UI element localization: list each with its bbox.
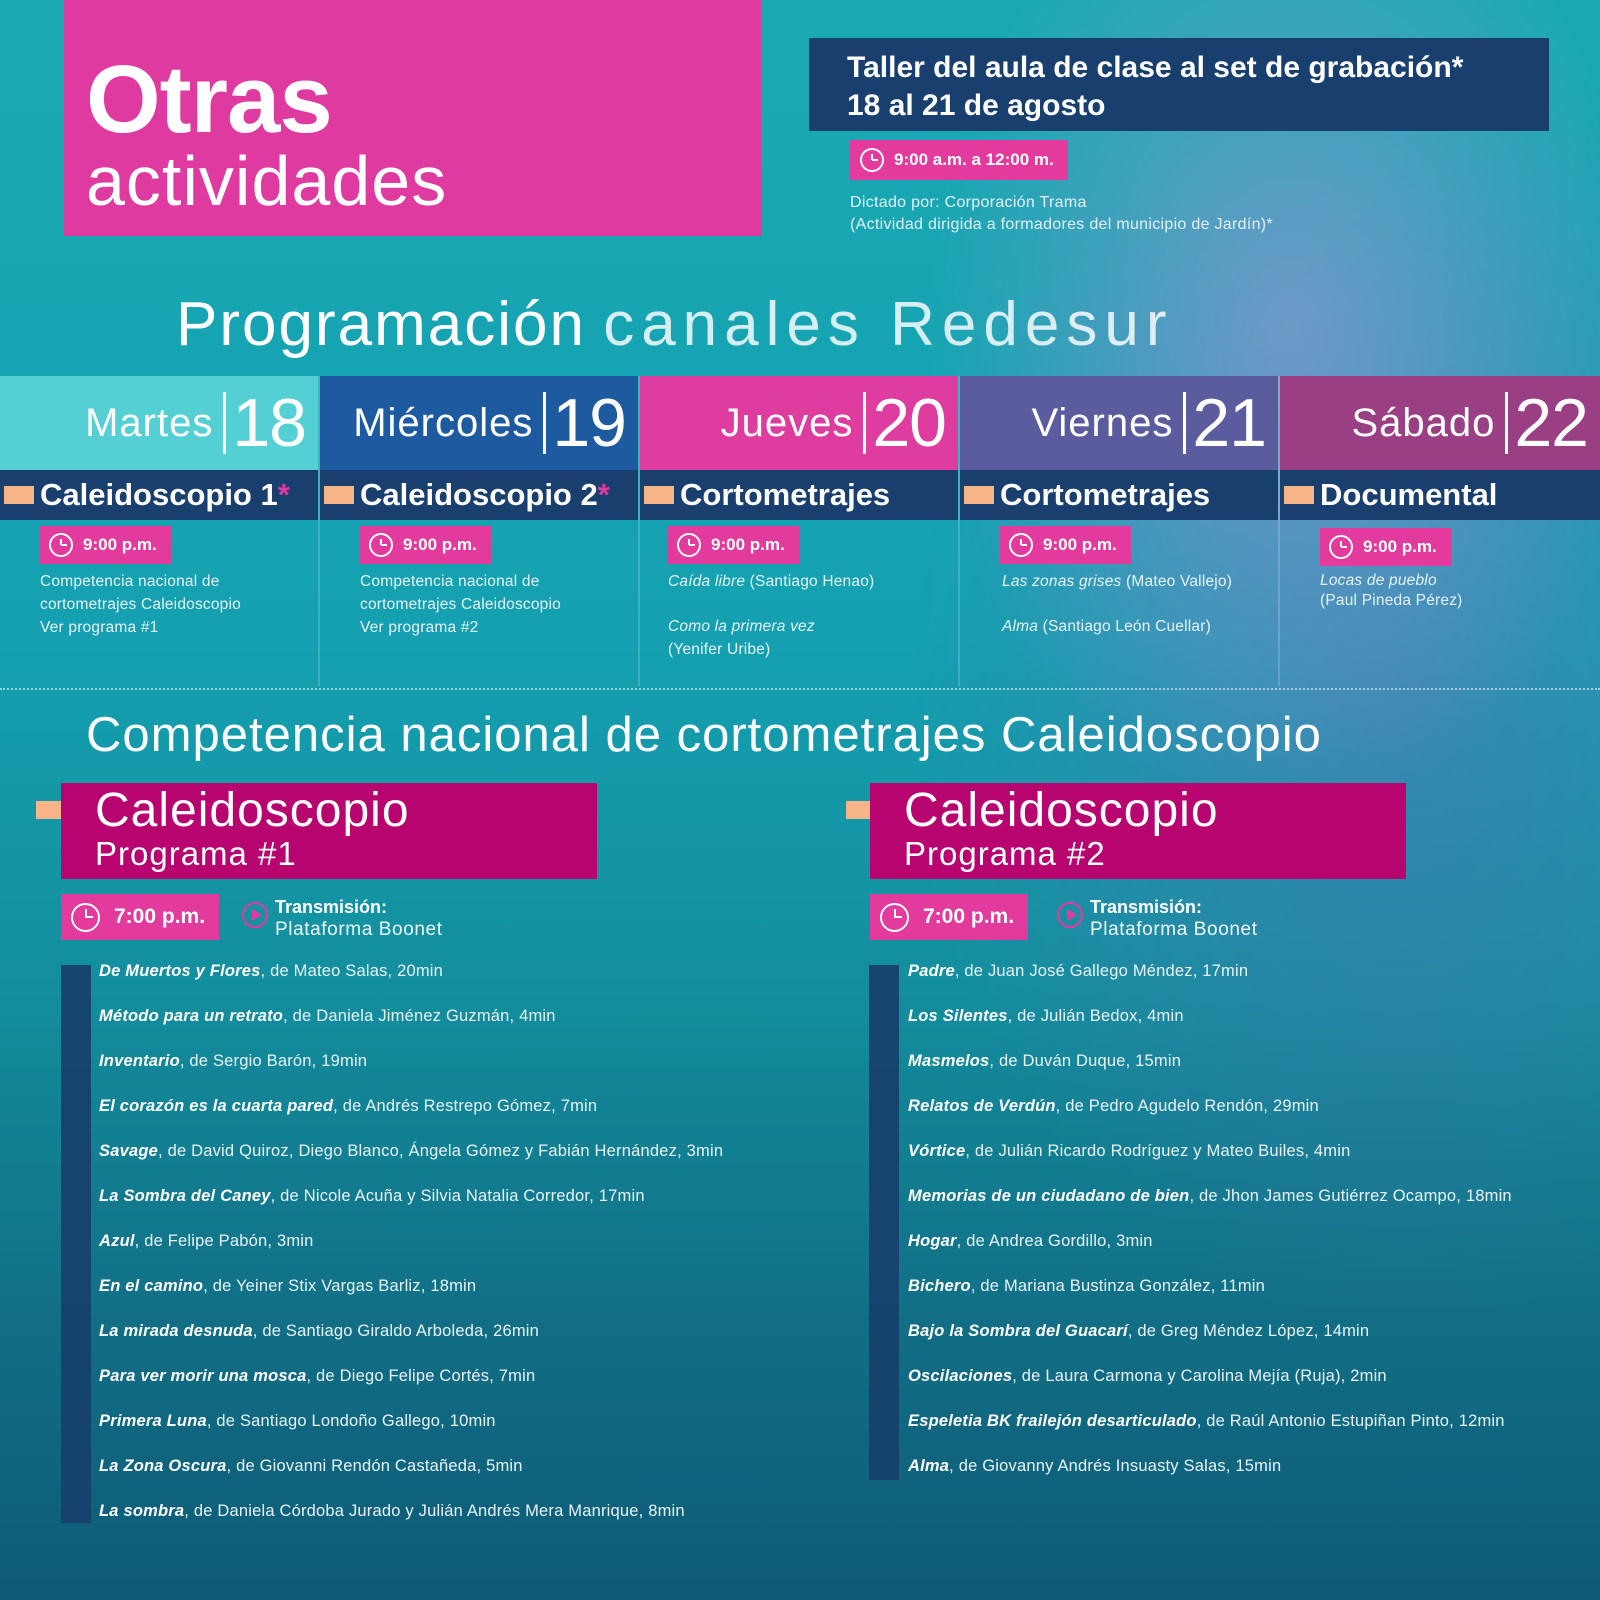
list-item (908, 1320, 1512, 1365)
day-description (360, 570, 630, 639)
day-time: 9:00 p.m. (1043, 535, 1117, 554)
play-icon (242, 902, 268, 928)
film-entry (1002, 570, 1272, 593)
day-divider (543, 392, 546, 454)
workshop-dates: 18 al 21 de agosto (847, 89, 1106, 122)
program-subtitle: Programa #1 (95, 835, 297, 872)
day-description (40, 570, 310, 639)
list-item (99, 1140, 723, 1185)
day-name: Miércoles (353, 401, 534, 445)
program-title: Caleidoscopio (95, 784, 410, 837)
day-time: 9:00 p.m. (83, 535, 157, 554)
competencia-heading: Competencia nacional de cortometrajes Caleidoscopio (86, 708, 1322, 762)
program-2-film-list (908, 960, 1512, 1500)
day-divider (863, 392, 866, 454)
film-entry (1002, 615, 1272, 638)
film-title: La Zona Oscura (99, 1457, 227, 1475)
program-1-time-badge (61, 894, 219, 940)
day-category-label: Caleidoscopio 1 (40, 477, 278, 512)
program-2-title-box (870, 783, 1406, 879)
film-title: Como la primera vez (668, 618, 815, 635)
day-category (360, 478, 610, 512)
list-item (908, 960, 1512, 1005)
workshop-info (850, 192, 1550, 236)
film-title: La sombra (99, 1502, 185, 1520)
list-item (908, 1050, 1512, 1095)
film-credit: , de Greg Méndez López, 14min (1127, 1322, 1370, 1340)
day-line: Competencia nacional de (360, 573, 540, 590)
clock-icon (1009, 533, 1033, 557)
film-credit: , de Giovanny Andrés Insuasty Salas, 15min (949, 1457, 1282, 1475)
film-title: Bichero (908, 1277, 971, 1295)
film-credit: , de Sergio Barón, 19min (179, 1052, 368, 1070)
film-entry (668, 570, 938, 593)
clock-icon (369, 533, 393, 557)
film-title: La Sombra del Caney (99, 1187, 271, 1205)
film-title: Hogar (908, 1232, 957, 1250)
film-credit: , de Juan José Gallego Méndez, 17min (954, 962, 1249, 980)
clock-icon (880, 903, 909, 932)
program-1-title-box (61, 783, 597, 879)
list-item (908, 1185, 1512, 1230)
day-category-bar (960, 470, 1278, 520)
workshop-title: Taller del aula de clase al set de grabación* (847, 51, 1464, 84)
day-time-badge (1320, 528, 1451, 566)
bullet-marker (4, 486, 34, 504)
day-column-sabado (1280, 376, 1600, 686)
film-credit: , de Jhon James Gutiérrez Ocampo, 18min (1189, 1187, 1512, 1205)
transmission-platform: Plataforma Boonet (275, 919, 443, 940)
day-time-badge (668, 526, 799, 564)
workshop-taught-by: Dictado por: Corporación Trama (850, 194, 1087, 211)
day-line: cortometrajes Caleidoscopio (40, 596, 241, 613)
list-item (908, 1095, 1512, 1140)
film-credit: , de David Quiroz, Diego Blanco, Ángela Gómez y Fabián Hernández, 3min (158, 1142, 724, 1160)
day-time: 9:00 p.m. (1363, 537, 1437, 556)
transmission-label: Transmisión: (275, 897, 388, 917)
asterisk: * (597, 477, 610, 512)
programacion-heading (176, 290, 1173, 360)
clock-icon (1329, 535, 1353, 559)
day-line: Ver programa #1 (40, 619, 159, 636)
list-item (99, 1365, 723, 1410)
list-item (99, 1455, 723, 1500)
list-item (908, 1005, 1512, 1050)
day-category-bar (0, 470, 318, 520)
bullet-marker (964, 486, 994, 504)
day-divider (1183, 392, 1186, 454)
list-item (99, 1005, 723, 1050)
list-item (908, 1455, 1512, 1500)
film-title: En el camino (99, 1277, 204, 1295)
clock-icon (49, 533, 73, 557)
program-time: 7:00 p.m. (114, 905, 206, 928)
film-credit: , de Mariana Bustinza González, 11min (970, 1277, 1266, 1295)
program-1-film-list (99, 960, 723, 1545)
program-time: 7:00 p.m. (923, 905, 1015, 928)
day-category-label: Cortometrajes (1000, 477, 1211, 512)
day-number: 19 (552, 385, 626, 461)
day-category (40, 478, 290, 512)
film-title: Relatos de Verdún (908, 1097, 1056, 1115)
clock-icon (677, 533, 701, 557)
list-item (908, 1140, 1512, 1185)
list-item (99, 1230, 723, 1275)
day-time-badge (360, 526, 491, 564)
list-item (99, 1185, 723, 1230)
program-2-time-badge (870, 894, 1028, 940)
list-item (908, 1365, 1512, 1410)
day-header (640, 376, 958, 470)
film-author: (Yenifer Uribe) (668, 641, 771, 658)
day-category (680, 478, 890, 512)
header-subtitle: actividades (86, 142, 448, 220)
list-item (908, 1410, 1512, 1455)
film-title: Alma (1002, 618, 1039, 635)
day-line: cortometrajes Caleidoscopio (360, 596, 561, 613)
day-name: Viernes (1031, 401, 1174, 445)
film-author: (Mateo Vallejo) (1121, 573, 1233, 590)
day-column-martes (0, 376, 320, 686)
film-title: De Muertos y Flores (99, 962, 261, 980)
day-category-label: Cortometrajes (680, 477, 891, 512)
day-category-bar (640, 470, 958, 520)
workshop-note: (Actividad dirigida a formadores del municipio de Jardín)* (850, 216, 1273, 233)
programacion-heading-rest: canales Redesur (603, 290, 1174, 359)
clock-icon (860, 148, 884, 172)
film-title: Primera Luna (99, 1412, 207, 1430)
film-title: Locas de pueblo (1320, 572, 1437, 589)
day-category-bar (320, 470, 638, 520)
day-category (1000, 478, 1210, 512)
film-credit: , de Andrés Restrepo Gómez, 7min (333, 1097, 598, 1115)
film-title: Alma (908, 1457, 950, 1475)
film-title: Espeletia BK frailejón desarticulado (908, 1412, 1197, 1430)
film-credit: , de Andrea Gordillo, 3min (956, 1232, 1153, 1250)
day-schedule (0, 376, 1600, 686)
film-credit: , de Raúl Antonio Estupiñan Pinto, 12min (1196, 1412, 1505, 1430)
program-title: Caleidoscopio (904, 784, 1219, 837)
film-credit: , de Laura Carmona y Carolina Mejía (Ruja), 2min (1012, 1367, 1387, 1385)
day-name: Sábado (1351, 401, 1496, 445)
bullet-marker (1284, 486, 1314, 504)
day-category-bar (1280, 470, 1600, 520)
day-time-badge (1000, 526, 1131, 564)
clock-icon (71, 903, 100, 932)
transmission-platform: Plataforma Boonet (1090, 919, 1258, 940)
film-credit: , de Nicole Acuña y Silvia Natalia Corredor, 17min (270, 1187, 645, 1205)
film-list-bar (61, 965, 91, 1523)
day-header (960, 376, 1278, 470)
day-column-jueves (640, 376, 960, 686)
day-category-label: Documental (1320, 477, 1498, 512)
day-header (1280, 376, 1600, 470)
film-credit: , de Julián Bedox, 4min (1007, 1007, 1184, 1025)
day-divider (223, 392, 226, 454)
day-name: Martes (85, 401, 214, 445)
film-title: Para ver morir una mosca (99, 1367, 307, 1385)
list-item (99, 1050, 723, 1095)
film-credit: , de Daniela Córdoba Jurado y Julián Andrés Mera Manrique, 8min (184, 1502, 685, 1520)
day-films (1002, 570, 1272, 638)
day-line: Competencia nacional de (40, 573, 220, 590)
workshop-time: 9:00 a.m. a 12:00 m. (894, 150, 1054, 169)
list-item (908, 1275, 1512, 1320)
asterisk: * (277, 477, 290, 512)
list-item (99, 1500, 723, 1545)
film-title: Inventario (99, 1052, 180, 1070)
day-name: Jueves (720, 401, 854, 445)
film-title: Caída libre (668, 573, 746, 590)
list-item (99, 1410, 723, 1455)
day-category-label: Caleidoscopio 2 (360, 477, 598, 512)
day-time: 9:00 p.m. (711, 535, 785, 554)
film-title: Azul (99, 1232, 135, 1250)
day-category (1320, 478, 1497, 512)
film-title: Masmelos (908, 1052, 990, 1070)
film-credit: , de Pedro Agudelo Rendón, 29min (1055, 1097, 1319, 1115)
film-title: Los Silentes (908, 1007, 1008, 1025)
film-credit: , de Santiago Giraldo Arboleda, 26min (252, 1322, 540, 1340)
programacion-heading-main: Programación (176, 290, 586, 359)
bullet-marker (644, 486, 674, 504)
film-credit: , de Diego Felipe Cortés, 7min (306, 1367, 536, 1385)
day-number: 20 (872, 385, 946, 461)
day-line: Ver programa #2 (360, 619, 479, 636)
film-title: Bajo la Sombra del Guacarí (908, 1322, 1128, 1340)
program-subtitle: Programa #2 (904, 835, 1106, 872)
film-title: Memorias de un ciudadano de bien (908, 1187, 1190, 1205)
header-title: Otras (86, 46, 332, 153)
film-credit: , de Daniela Jiménez Guzmán, 4min (283, 1007, 556, 1025)
film-title: Padre (908, 962, 955, 980)
film-credit: , de Santiago Londoño Gallego, 10min (206, 1412, 496, 1430)
film-author: (Santiago Henao) (745, 573, 875, 590)
list-item (99, 1275, 723, 1320)
film-credit: , de Julián Ricardo Rodríguez y Mateo Builes, 4min (965, 1142, 1351, 1160)
film-credit: , de Yeiner Stix Vargas Barliz, 18min (203, 1277, 477, 1295)
day-time-badge (40, 526, 171, 564)
film-credit: , de Felipe Pabón, 3min (134, 1232, 314, 1250)
header-title-box (64, 0, 761, 236)
day-number: 22 (1514, 385, 1588, 461)
bullet-marker (324, 486, 354, 504)
film-title: Vórtice (908, 1142, 966, 1160)
day-divider (1505, 392, 1508, 454)
film-title: Oscilaciones (908, 1367, 1013, 1385)
day-time: 9:00 p.m. (403, 535, 477, 554)
film-title: Las zonas grises (1002, 573, 1122, 590)
day-column-viernes (960, 376, 1280, 686)
day-header (320, 376, 638, 470)
film-credit: , de Giovanni Rendón Castañeda, 5min (226, 1457, 523, 1475)
day-number: 21 (1192, 385, 1266, 461)
film-credit: , de Mateo Salas, 20min (260, 962, 444, 980)
workshop-time-badge (850, 140, 1068, 180)
list-item (99, 1095, 723, 1140)
film-author: (Santiago León Cuellar) (1038, 618, 1211, 635)
film-author: (Paul Pineda Pérez) (1320, 592, 1463, 609)
film-title: La mirada desnuda (99, 1322, 253, 1340)
film-list-bar (869, 965, 899, 1480)
section-divider (0, 688, 1600, 690)
day-films (1320, 571, 1590, 611)
transmission-label: Transmisión: (1090, 897, 1203, 917)
day-column-miercoles (320, 376, 640, 686)
film-credit: , de Duván Duque, 15min (989, 1052, 1182, 1070)
list-item (99, 960, 723, 1005)
day-films (668, 570, 938, 661)
film-title: El corazón es la cuarta pared (99, 1097, 334, 1115)
list-item (99, 1320, 723, 1365)
day-number: 18 (232, 385, 306, 461)
list-item (908, 1230, 1512, 1275)
film-title: Método para un retrato (99, 1007, 284, 1025)
play-icon (1057, 902, 1083, 928)
workshop-box (809, 38, 1549, 131)
film-title: Savage (99, 1142, 158, 1160)
day-header (0, 376, 318, 470)
